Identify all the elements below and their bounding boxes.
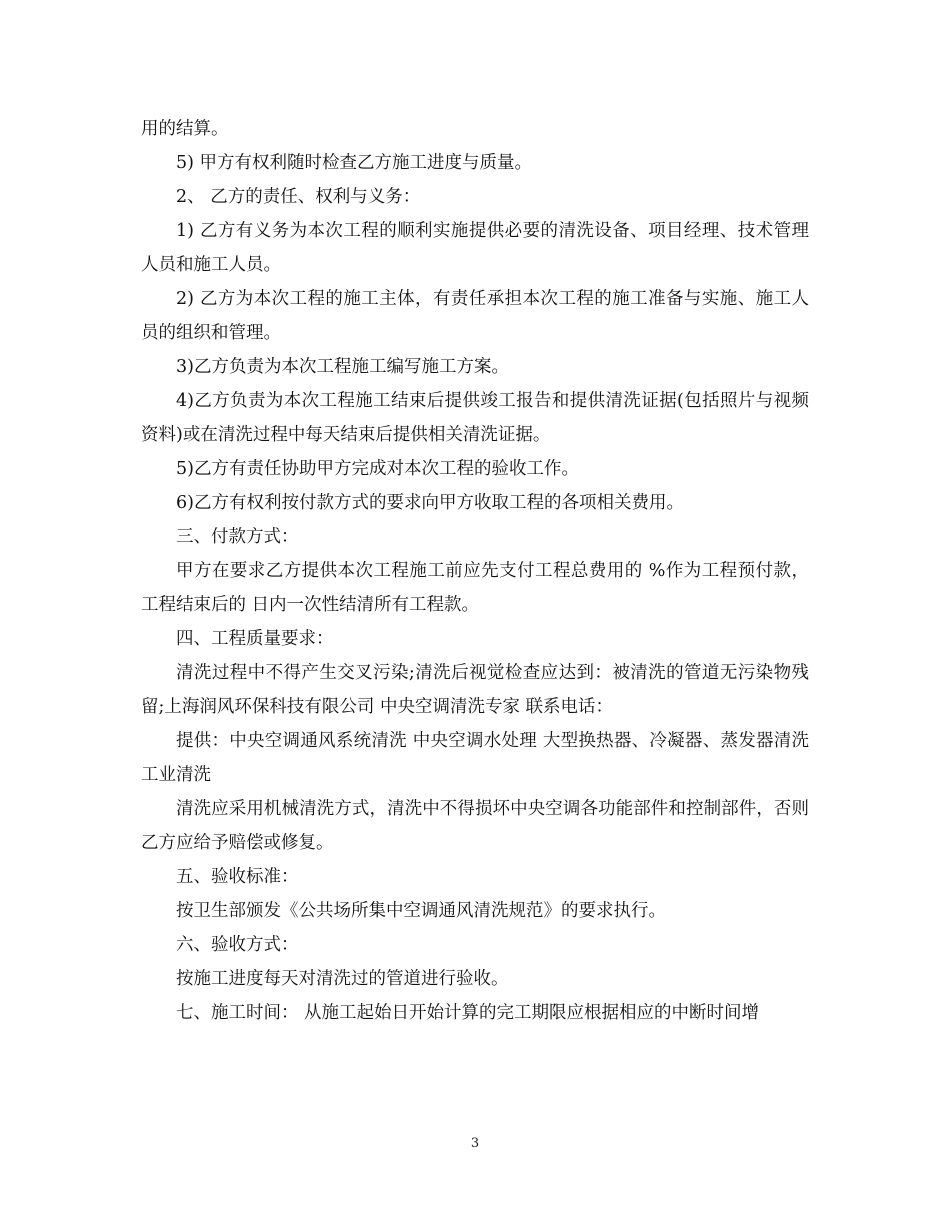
paragraph-party-b-completion-report: 4)乙方负责为本次工程施工结束后提供竣工报告和提供清洗证据(包括照片与视频资料)或在清洗过程中每天结束后提供相关清洗证据。: [141, 391, 809, 445]
heading-payment-method: 三、付款方式：: [176, 527, 299, 547]
paragraph-party-b-construction-plan: 3)乙方负责为本次工程施工编写施工方案。: [176, 357, 509, 377]
paragraph-construction-time: 七、施工时间： 从施工起始日开始计算的完工期限应根据相应的中断时间增: [176, 1003, 760, 1023]
paragraph-quality-cross-contamination: 清洗过程中不得产生交叉污染;清洗后视觉检查应达到：被清洗的管道无污染物残留;上海润风环保科技有限公司 中央空调清洗专家 联系电话：: [141, 663, 809, 717]
paragraph-acceptance-method: 按施工进度每天对清洗过的管道进行验收。: [176, 969, 509, 989]
paragraph-party-b-fee-collection: 6)乙方有权利按付款方式的要求向甲方收取工程的各项相关费用。: [176, 493, 684, 513]
paragraph-acceptance-standard: 按卫生部颁发《公共场所集中空调通风清洗规范》的要求执行。: [176, 901, 666, 921]
heading-acceptance-standard: 五、验收标准：: [176, 867, 299, 887]
heading-quality-requirements: 四、工程质量要求：: [176, 629, 334, 649]
paragraph-mechanical-cleaning: 清洗应采用机械清洗方式，清洗中不得损坏中央空调各功能部件和控制部件，否则乙方应给予赔偿或修复。: [141, 799, 809, 853]
page-number: 3: [470, 1136, 480, 1151]
paragraph-party-b-construction-subject: 2) 乙方为本次工程的施工主体，有责任承担本次工程的施工准备与实施、施工人员的组织和管理。: [141, 289, 809, 343]
paragraph-payment-terms: 甲方在要求乙方提供本次工程施工前应先支付工程总费用的 %作为工程预付款，工程结束后的 日内一次性结清所有工程款。: [141, 561, 809, 615]
paragraph-services-provided: 提供：中央空调通风系统清洗 中央空调水处理 大型换热器、冷凝器、蒸发器清洗 工业清洗: [141, 731, 809, 785]
heading-party-b-responsibilities: 2、 乙方的责任、权利与义务：: [176, 187, 421, 207]
paragraph-party-a-inspection-right: 5) 甲方有权利随时检查乙方施工进度与质量。: [176, 153, 533, 173]
paragraph-settlement-continued: 用的结算。: [141, 119, 229, 139]
document-body: [141, 112, 809, 1030]
paragraph-party-b-acceptance-assist: 5)乙方有责任协助甲方完成对本次工程的验收工作。: [176, 459, 579, 479]
paragraph-party-b-equipment-staff: 1) 乙方有义务为本次工程的顺利实施提供必要的清洗设备、项目经理、技术管理人员和施工人员。: [141, 221, 809, 275]
heading-acceptance-method: 六、验收方式：: [176, 935, 299, 955]
